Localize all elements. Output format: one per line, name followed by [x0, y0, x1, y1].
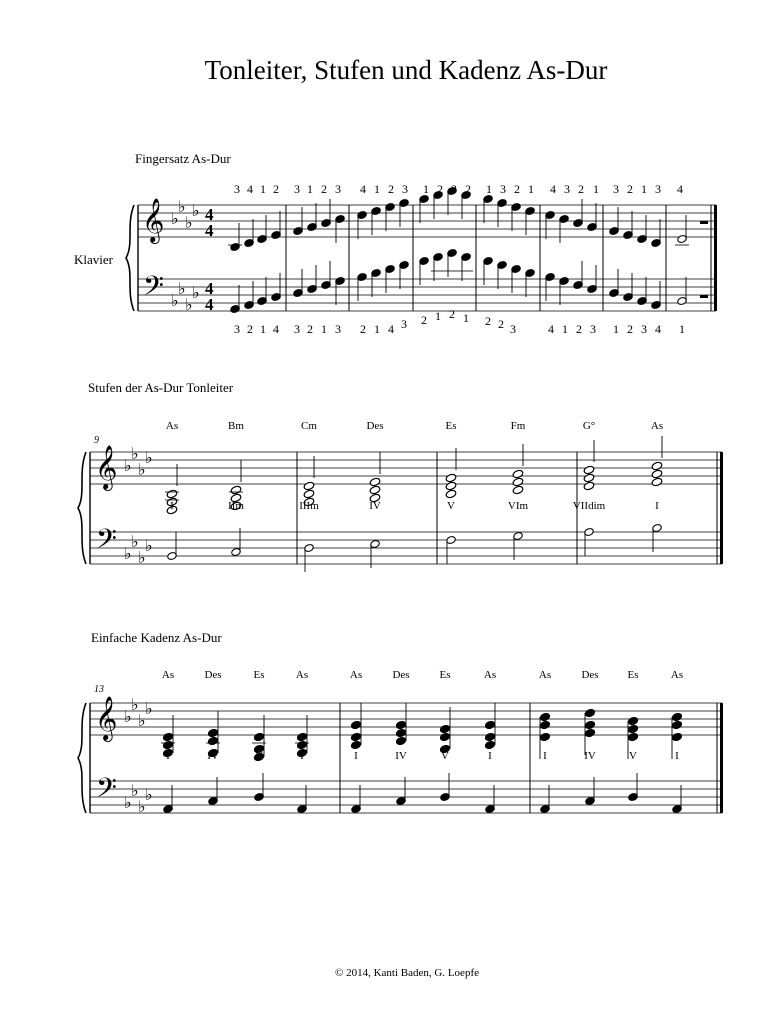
finger-number: 4	[247, 182, 253, 196]
finger-number: 1	[528, 182, 534, 196]
flat-sign: ♭	[124, 707, 132, 726]
finger-number: 2	[627, 182, 633, 196]
chord-symbol: Des	[392, 669, 410, 681]
finger-number: 3	[234, 182, 240, 196]
finger-number: 2	[388, 182, 394, 196]
chord-symbol: As	[670, 669, 684, 681]
finger-number: 1	[374, 182, 380, 196]
flat-sign: ♭	[192, 201, 200, 220]
flat-sign: ♭	[138, 711, 146, 730]
roman-numeral: IV	[395, 750, 407, 762]
finger-number: 4	[550, 182, 556, 196]
time-signature-numerator: 4	[205, 279, 214, 298]
flat-sign: ♭	[124, 456, 132, 475]
roman-numeral: IV	[207, 750, 219, 762]
flat-sign: ♭	[192, 283, 200, 302]
finger-number: 2	[360, 322, 366, 336]
flat-sign: ♭	[145, 536, 153, 555]
roman-numeral: I	[170, 500, 174, 512]
flat-sign: ♭	[145, 785, 153, 804]
roman-numeral: IIIm	[299, 500, 319, 512]
measure-number-13: 13	[94, 684, 104, 695]
finger-number: 3	[234, 322, 240, 336]
roman-numeral: V	[441, 750, 449, 762]
finger-number: 3	[402, 182, 408, 196]
finger-number: 3	[294, 322, 300, 336]
roman-numeral: V	[629, 750, 637, 762]
final-barline	[720, 703, 723, 813]
chord-symbol: As	[165, 420, 179, 432]
finger-number: 2	[465, 182, 471, 196]
finger-number: 1	[679, 322, 685, 336]
finger-number: 4	[548, 322, 554, 336]
half-rest	[700, 221, 708, 224]
section-label-fingering: Fingersatz As-Dur	[135, 151, 231, 166]
final-barline	[720, 452, 723, 564]
treble-clef: 𝄞	[142, 198, 165, 242]
roman-numeral: VIm	[507, 500, 529, 512]
roman-numeral: I	[166, 750, 170, 762]
finger-number: 2	[247, 322, 253, 336]
finger-number: 1	[307, 182, 313, 196]
roman-numeral: VIIdim	[572, 500, 606, 512]
time-signature-denominator: 4	[205, 295, 214, 314]
finger-number: 3	[294, 182, 300, 196]
roman-numeral: I	[655, 500, 659, 512]
finger-number: 3	[335, 182, 341, 196]
chord-symbol: Es	[253, 669, 265, 681]
roman-numeral: V	[255, 750, 263, 762]
chord-symbol: As	[295, 669, 309, 681]
chord-symbol: As	[161, 669, 175, 681]
finger-number: 3	[500, 182, 506, 196]
finger-number: 3	[590, 322, 596, 336]
finger-number: 2	[421, 313, 427, 327]
finger-number: 2	[321, 182, 327, 196]
chord-symbol: As	[483, 669, 497, 681]
finger-number: 3	[451, 182, 457, 196]
flat-sign: ♭	[145, 448, 153, 467]
chord-symbol: Des	[366, 420, 384, 432]
time-signature-denominator: 4	[205, 221, 214, 240]
roman-numeral: I	[675, 750, 679, 762]
flat-sign: ♭	[185, 213, 193, 232]
bass-clef: 𝄢	[96, 523, 117, 561]
treble-clef: 𝄞	[95, 696, 118, 740]
finger-number: 1	[374, 322, 380, 336]
flat-sign: ♭	[131, 444, 139, 463]
chord-symbol: Fm	[510, 420, 526, 432]
flat-sign: ♭	[124, 544, 132, 563]
finger-number: 4	[655, 322, 661, 336]
flat-sign: ♭	[185, 295, 193, 314]
half-rest	[700, 295, 708, 298]
finger-number: 2	[273, 182, 279, 196]
flat-sign: ♭	[124, 793, 132, 812]
finger-number: 3	[655, 182, 661, 196]
finger-number: 2	[449, 307, 455, 321]
chord-symbol: Es	[627, 669, 639, 681]
flat-sign: ♭	[145, 699, 153, 718]
finger-number: 3	[613, 182, 619, 196]
chord-symbol: Bm	[228, 420, 244, 432]
chord-symbol: Es	[445, 420, 457, 432]
chord-symbol: As	[650, 420, 664, 432]
chord-symbol: Des	[204, 669, 222, 681]
bass-clef: 𝄢	[143, 270, 164, 308]
finger-number: 4	[677, 182, 683, 196]
bass-clef: 𝄢	[96, 772, 117, 810]
chord-symbol: Cm	[301, 420, 317, 432]
chord-symbol: As	[349, 669, 363, 681]
finger-number: 1	[562, 322, 568, 336]
finger-number: 1	[321, 322, 327, 336]
copyright-footer: © 2014, Kanti Baden, G. Loepfe	[335, 967, 479, 979]
chord-symbol: Des	[581, 669, 599, 681]
measure-number-9: 9	[94, 435, 99, 446]
roman-numeral: IV	[369, 500, 381, 512]
roman-numeral: I	[488, 750, 492, 762]
finger-number: 4	[273, 322, 279, 336]
finger-number: 1	[613, 322, 619, 336]
roman-numeral: I	[543, 750, 547, 762]
finger-number: 1	[260, 322, 266, 336]
chord-symbol: Es	[439, 669, 451, 681]
treble-clef: 𝄞	[95, 445, 118, 489]
flat-sign: ♭	[171, 209, 179, 228]
finger-number: 4	[360, 182, 366, 196]
finger-number: 1	[435, 309, 441, 323]
finger-number: 2	[485, 314, 491, 328]
instrument-label: Klavier	[74, 252, 113, 267]
flat-sign: ♭	[171, 291, 179, 310]
finger-number: 1	[260, 182, 266, 196]
finger-number: 2	[437, 182, 443, 196]
finger-number: 1	[593, 182, 599, 196]
flat-sign: ♭	[178, 279, 186, 298]
flat-sign: ♭	[138, 797, 146, 816]
time-signature-numerator: 4	[205, 205, 214, 224]
finger-number: 1	[486, 182, 492, 196]
roman-numeral: IIm	[228, 500, 244, 512]
finger-number: 2	[307, 322, 313, 336]
flat-sign: ♭	[178, 197, 186, 216]
final-barline	[714, 205, 717, 311]
finger-number: 2	[576, 322, 582, 336]
finger-number: 1	[463, 311, 469, 325]
roman-numeral: I	[300, 750, 304, 762]
flat-sign: ♭	[138, 548, 146, 567]
flat-sign: ♭	[131, 695, 139, 714]
finger-number: 1	[641, 182, 647, 196]
finger-number: 4	[388, 322, 394, 336]
finger-number: 3	[401, 317, 407, 331]
flat-sign: ♭	[131, 781, 139, 800]
roman-numeral: V	[447, 500, 455, 512]
finger-number: 1	[423, 182, 429, 196]
page-title: Tonleiter, Stufen und Kadenz As-Dur	[204, 55, 608, 85]
finger-number: 2	[514, 182, 520, 196]
chord-symbol: As	[538, 669, 552, 681]
section-label-cadence: Einfache Kadenz As-Dur	[91, 630, 222, 645]
finger-number: 2	[627, 322, 633, 336]
roman-numeral: IV	[584, 750, 596, 762]
flat-sign: ♭	[131, 532, 139, 551]
finger-number: 2	[578, 182, 584, 196]
finger-number: 3	[641, 322, 647, 336]
roman-numeral: I	[354, 750, 358, 762]
flat-sign: ♭	[138, 460, 146, 479]
section-label-degrees: Stufen der As-Dur Tonleiter	[88, 380, 234, 395]
finger-number: 2	[498, 317, 504, 331]
finger-number: 3	[564, 182, 570, 196]
chord-symbol: G°	[582, 420, 596, 432]
finger-number: 3	[510, 322, 516, 336]
finger-number: 3	[335, 322, 341, 336]
